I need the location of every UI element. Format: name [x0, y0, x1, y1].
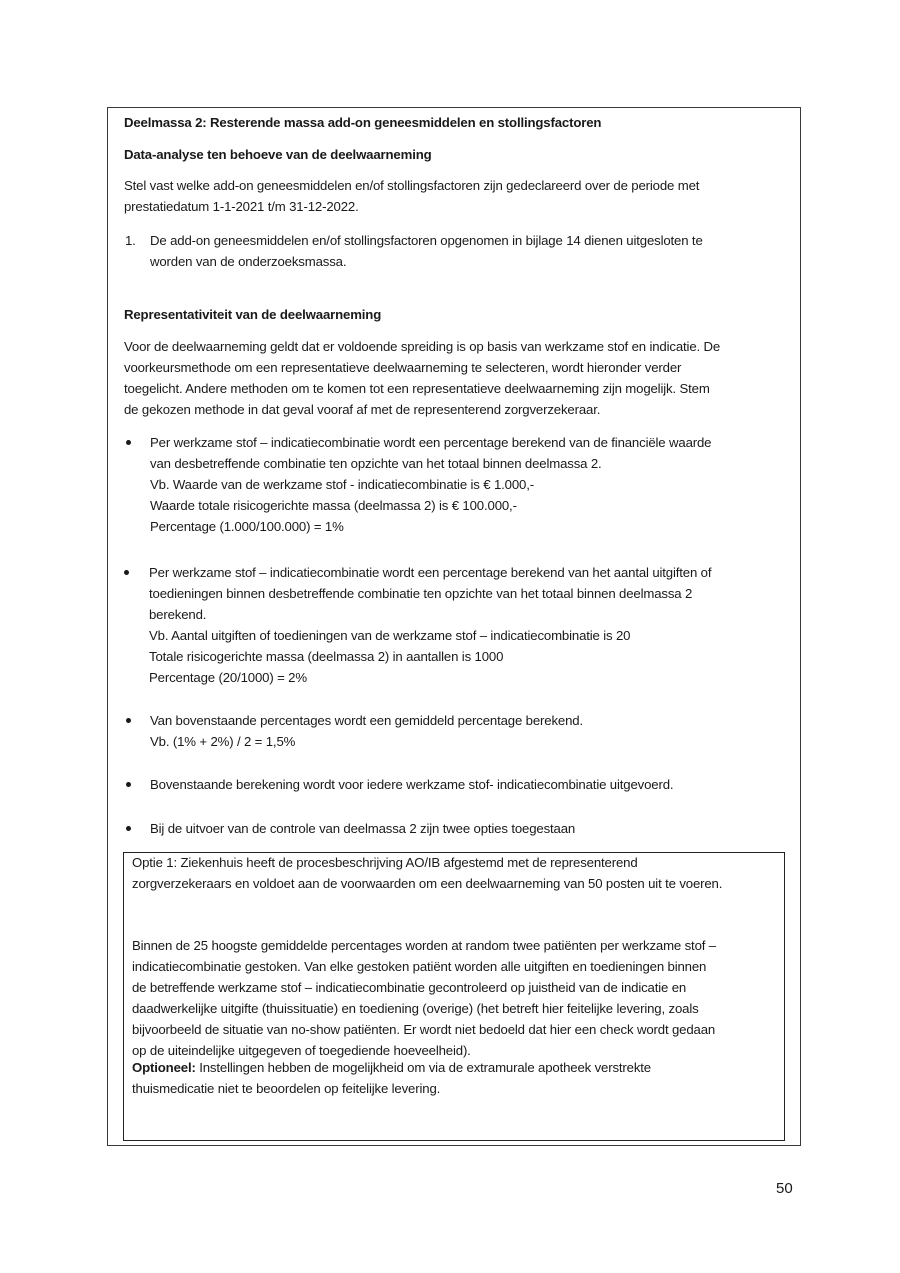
representativity-heading: Representativiteit van de deelwaarneming: [124, 307, 382, 322]
bullet-line: Per werkzame stof – indicatiecombinatie wordt een percentage berekend van het aantal uitgiften of: [149, 565, 712, 580]
optional-line: [132, 1057, 651, 1078]
data-analysis-text-line: Stel vast welke add-on geneesmiddelen en/of stollingsfactoren zijn gedeclareerd over de periode met: [124, 178, 700, 193]
option-body-line: bijvoorbeeld de situatie van no-show patiënten. Er wordt niet bedoeld dat hier een check wordt gedaan: [132, 1022, 716, 1037]
representativity-text-line: voorkeursmethode om een representatieve deelwaarneming te selecteren, wordt hieronder verder: [124, 360, 682, 375]
bullet-line: Waarde totale risicogerichte massa (deelmassa 2) is € 100.000,-: [150, 498, 517, 513]
bullet-line: berekend.: [149, 607, 207, 622]
list-item-line: De add-on geneesmiddelen en/of stollingsfactoren opgenomen in bijlage 14 dienen uitgesloten te: [150, 233, 703, 248]
bullet-icon: [126, 826, 131, 831]
optional-line: thuismedicatie niet te beoordelen op feitelijke levering.: [132, 1081, 441, 1096]
option-body-line: de betreffende werkzame stof – indicatiecombinatie gecontroleerd op juistheid van de indicatie en: [132, 980, 687, 995]
list-item-line: worden van de onderzoeksmassa.: [150, 254, 347, 269]
bullet-line: Bij de uitvoer van de controle van deelmassa 2 zijn twee opties toegestaan: [150, 821, 576, 836]
bullet-line: Vb. Waarde van de werkzame stof - indicatiecombinatie is € 1.000,-: [150, 477, 534, 492]
bullet-icon: [126, 440, 131, 445]
option-body-line: op de uiteindelijke uitgegeven of toegediende hoeveelheid).: [132, 1043, 471, 1058]
data-analysis-text-line: prestatiedatum 1-1-2021 t/m 31-12-2022.: [124, 199, 359, 214]
bullet-line: van desbetreffende combinatie ten opzichte van het totaal binnen deelmassa 2.: [150, 456, 602, 471]
option-body-line: indicatiecombinatie gestoken. Van elke gestoken patiënt worden alle uitgiften en toedieningen binnen: [132, 959, 707, 974]
section-title: Deelmassa 2: Resterende massa add-on geneesmiddelen en stollingsfactoren: [124, 115, 602, 130]
list-number: 1.: [125, 233, 136, 248]
bullet-line: Totale risicogerichte massa (deelmassa 2) in aantallen is 1000: [149, 649, 504, 664]
data-analysis-heading: Data-analyse ten behoeve van de deelwaarneming: [124, 147, 432, 162]
option-body-line: daadwerkelijke uitgifte (thuissituatie) en toediening (overige) (het betreft hier feitelijke levering, zoals: [132, 1001, 699, 1016]
optional-label: Optioneel:: [132, 1060, 196, 1075]
bullet-icon: [124, 570, 129, 575]
bullet-line: Per werkzame stof – indicatiecombinatie wordt een percentage berekend van de financiële waarde: [150, 435, 712, 450]
bullet-line: Vb. Aantal uitgiften of toedieningen van de werkzame stof – indicatiecombinatie is 20: [149, 628, 631, 643]
option-body-line: Binnen de 25 hoogste gemiddelde percentages worden at random twee patiënten per werkzame stof –: [132, 938, 716, 953]
bullet-line: toedieningen binnen desbetreffende combinatie ten opzichte van het totaal binnen deelmassa 2: [149, 586, 693, 601]
bullet-line: Bovenstaande berekening wordt voor iedere werkzame stof- indicatiecombinatie uitgevoerd.: [150, 777, 674, 792]
bullet-icon: [126, 718, 131, 723]
option-intro-line: zorgverzekeraars en voldoet aan de voorwaarden om een deelwaarneming van 50 posten uit te voeren.: [132, 876, 723, 891]
bullet-line: Vb. (1% + 2%) / 2 = 1,5%: [150, 734, 296, 749]
option-intro-line: Optie 1: Ziekenhuis heeft de procesbeschrijving AO/IB afgestemd met de representerend: [132, 855, 638, 870]
representativity-text-line: Voor de deelwaarneming geldt dat er voldoende spreiding is op basis van werkzame stof en indicatie. De: [124, 339, 721, 354]
bullet-line: Van bovenstaande percentages wordt een gemiddeld percentage berekend.: [150, 713, 583, 728]
bullet-line: Percentage (20/1000) = 2%: [149, 670, 307, 685]
page-number: 50: [776, 1180, 793, 1197]
representativity-text-line: de gekozen methode in dat geval vooraf af met de representerend zorgverzekeraar.: [124, 402, 601, 417]
representativity-text-line: toegelicht. Andere methoden om te komen tot een representatieve deelwaarneming zijn mogelijk. Stem: [124, 381, 710, 396]
bullet-line: Percentage (1.000/100.000) = 1%: [150, 519, 344, 534]
bullet-icon: [126, 782, 131, 787]
optional-text: Instellingen hebben de mogelijkheid om via de extramurale apotheek verstrekte: [195, 1060, 651, 1075]
